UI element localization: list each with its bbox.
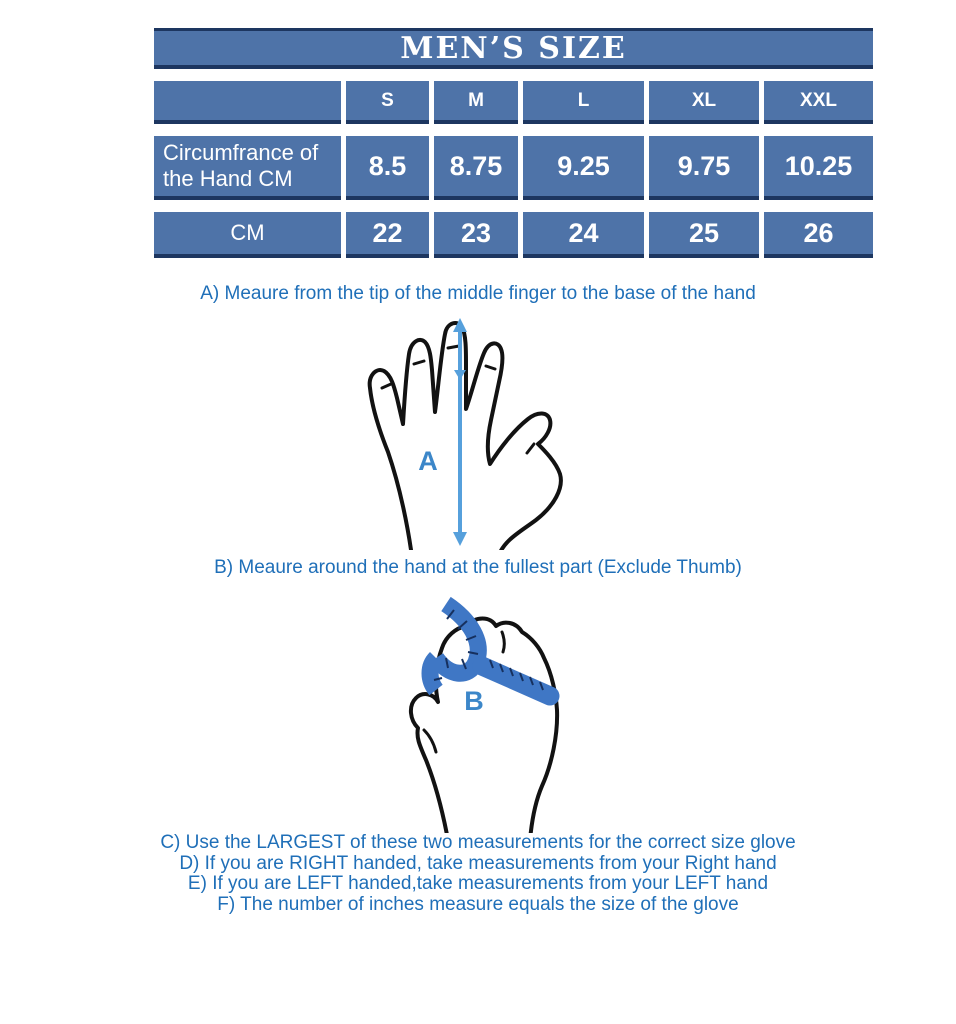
mens-size-table xyxy=(154,28,874,258)
row-label-circumference: Circumfrance of the Hand CM xyxy=(154,136,341,200)
size-header-s: S xyxy=(346,81,429,124)
hand-outline xyxy=(370,323,561,550)
fist-drawing xyxy=(384,588,604,833)
hand-measure-length-illustration xyxy=(348,312,612,555)
cm-value-xl: 25 xyxy=(649,212,759,258)
row-label-cm: CM xyxy=(154,212,341,258)
size-header-xl: XL xyxy=(649,81,759,124)
circumference-value-m: 8.75 xyxy=(434,136,518,200)
size-header-m: M xyxy=(434,81,518,124)
instruction-notes xyxy=(0,833,956,915)
instruction-c: C) Use the LARGEST of these two measurements for the correct size glove xyxy=(160,832,796,853)
circumference-value-s: 8.5 xyxy=(346,136,429,200)
circumference-value-xl: 9.75 xyxy=(649,136,759,200)
instruction-f: F) The number of inches measure equals the size of the glove xyxy=(217,893,739,915)
cm-value-m: 23 xyxy=(434,212,518,258)
measurement-a-label: A xyxy=(418,446,438,476)
cm-value-s: 22 xyxy=(346,212,429,258)
size-header-empty xyxy=(154,81,341,124)
fist-measure-circumference-illustration xyxy=(384,588,604,838)
circumference-value-l: 9.25 xyxy=(523,136,644,200)
cm-value-xxl: 26 xyxy=(764,212,873,258)
size-header-xxl: XXL xyxy=(764,81,873,124)
instruction-b: B) Meaure around the hand at the fullest part (Exclude Thumb) xyxy=(214,557,742,578)
table-title: MEN’S SIZE xyxy=(154,28,873,69)
measurement-b-label: B xyxy=(464,686,484,716)
cm-value-l: 24 xyxy=(523,212,644,258)
circumference-value-xxl: 10.25 xyxy=(764,136,873,200)
instruction-a: A) Meaure from the tip of the middle finger to the base of the hand xyxy=(200,283,756,304)
instruction-e: E) If you are LEFT handed,take measurements from your LEFT hand xyxy=(187,873,769,894)
instruction-d: D) If you are RIGHT handed, take measurements from your Right hand xyxy=(179,852,777,874)
size-header-l: L xyxy=(523,81,644,124)
open-hand-drawing xyxy=(348,312,612,550)
